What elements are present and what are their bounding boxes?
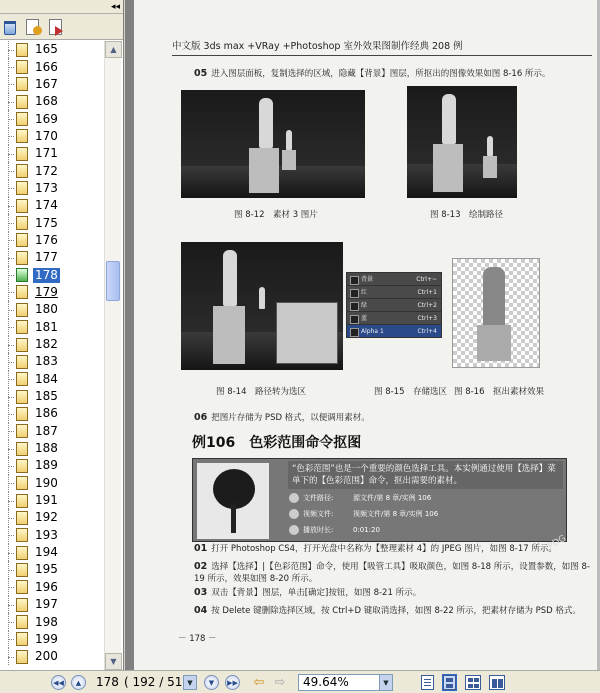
- bookmark-item[interactable]: [0, 440, 104, 457]
- figure-8-15-caption: 图 8-15 存储选区: [374, 387, 447, 397]
- status-bar: [0, 670, 600, 693]
- info-row: [288, 523, 563, 537]
- bookmark-icon: [16, 563, 28, 577]
- figure-8-13-image: [407, 86, 517, 198]
- channel-name: 蓝: [361, 315, 368, 322]
- step-02: 02 选择【选择】|【色彩范围】命令，使用【吸管工具】吸取颜色，如图 8-18 所示，设置参数，如图 8-19 所示，效果如图 8-20 所示。: [194, 561, 590, 584]
- bookmark-icon: [16, 650, 28, 664]
- bookmark-label: 186: [35, 406, 58, 421]
- bookmark-item[interactable]: [0, 145, 104, 162]
- bookmark-label: 174: [35, 198, 58, 213]
- step-04: 04 按 Delete 键删除选择区域，按 Ctrl+D 键取消选择，如图 8-22 所示，把素材存储为 PSD 格式。: [194, 605, 581, 616]
- info-value: 视频文件/第 8 章/实例 106: [353, 510, 439, 518]
- bookmark-item[interactable]: [0, 579, 104, 596]
- figure-8-12-caption: 图 8-12 素材 3 图片: [234, 210, 318, 220]
- bookmark-label: 179: [35, 284, 58, 299]
- continuous-facing-view-icon[interactable]: [489, 675, 505, 690]
- scroll-down-button[interactable]: ▼: [105, 653, 122, 670]
- figure-8-15-channels-panel: [346, 272, 442, 338]
- current-page-input[interactable]: 178: [96, 675, 119, 689]
- bookmark-icon: [16, 494, 28, 508]
- bookmark-icon: [16, 424, 28, 438]
- bookmark-label: 175: [35, 215, 58, 230]
- trash-icon[interactable]: [4, 21, 16, 35]
- scroll-thumb[interactable]: [106, 261, 120, 301]
- channel-shortcut: Ctrl+~: [416, 276, 437, 283]
- bookmark-label: 173: [35, 180, 58, 195]
- channel-shortcut: Ctrl+4: [417, 328, 437, 335]
- channel-row: [347, 299, 441, 312]
- bookmark-icon: [16, 390, 28, 404]
- previous-page-button[interactable]: ▲: [71, 675, 86, 690]
- page-add-icon[interactable]: [26, 19, 39, 35]
- last-page-button[interactable]: ▶▶: [225, 675, 240, 690]
- bookmark-icon: [16, 580, 28, 594]
- bookmark-item[interactable]: [0, 162, 104, 179]
- bookmark-icon: [16, 511, 28, 525]
- example-description: “色彩范围”也是一个重要的颜色选择工具。本实例通过使用【选择】菜单下的【色彩范围】命令，抠出需要的素材。: [288, 461, 563, 489]
- bookmark-icon: [16, 632, 28, 646]
- forward-arrow-icon[interactable]: ⇨: [274, 675, 286, 690]
- bookmark-item[interactable]: [0, 76, 104, 93]
- bookmark-label: 167: [35, 76, 58, 91]
- bookmark-item[interactable]: [0, 249, 104, 266]
- bookmark-label: 196: [35, 579, 58, 594]
- bookmark-label: 188: [35, 441, 58, 456]
- figure-8-12-image: [181, 90, 365, 198]
- bookmark-label: 176: [35, 232, 58, 247]
- example-info-box: [192, 458, 567, 542]
- scroll-up-button[interactable]: ▲: [105, 41, 122, 58]
- bookmark-label: 200: [35, 649, 58, 664]
- page-header: 中文版 3ds max +VRay +Photoshop 室外效果图制作经典 208 例: [172, 38, 592, 56]
- bookmark-icon: [16, 476, 28, 490]
- bookmark-label: 180: [35, 302, 58, 317]
- bookmark-icon: [16, 233, 28, 247]
- step-06: 06 把图片存储为 PSD 格式，以便调用素材。: [194, 412, 370, 423]
- bookmark-item[interactable]: [0, 631, 104, 648]
- info-value: 0:01:20: [353, 526, 380, 534]
- channel-shortcut: Ctrl+3: [417, 315, 437, 322]
- info-row: [288, 507, 563, 521]
- page-go-icon[interactable]: [49, 19, 62, 35]
- bookmark-item[interactable]: [0, 371, 104, 388]
- watermark: PDG: [546, 533, 569, 552]
- bookmark-label: 182: [35, 337, 58, 352]
- bookmark-icon: [16, 251, 28, 265]
- bookmark-item[interactable]: [0, 284, 104, 301]
- bookmark-item[interactable]: [0, 492, 104, 509]
- figure-8-16-image: [452, 258, 540, 368]
- bookmark-label: 168: [35, 94, 58, 109]
- info-label: 视频文件:: [303, 510, 334, 518]
- bookmark-icon: [16, 598, 28, 612]
- page-number: － 178 －: [178, 634, 217, 644]
- bookmark-label: 181: [35, 319, 58, 334]
- bookmark-item[interactable]: [0, 353, 104, 370]
- bookmark-icon: [16, 60, 28, 74]
- figure-8-16-caption: 图 8-16 抠出素材效果: [454, 387, 544, 397]
- bookmark-icon: [16, 459, 28, 473]
- channel-name: 背景: [361, 276, 374, 283]
- bookmark-label: 197: [35, 597, 58, 612]
- channel-row: [347, 312, 441, 325]
- next-page-button[interactable]: ▼: [204, 675, 219, 690]
- first-page-button[interactable]: ◀◀: [51, 675, 66, 690]
- bookmark-icon: [16, 164, 28, 178]
- bookmark-item[interactable]: [0, 527, 104, 544]
- info-icon: [289, 509, 299, 519]
- bookmark-icon: [16, 181, 28, 195]
- info-row: [288, 491, 563, 505]
- bookmark-label: 165: [35, 42, 58, 57]
- zoom-dropdown-button[interactable]: ▼: [379, 674, 393, 691]
- info-value: 源文件/第 8 章/实例 106: [353, 494, 432, 502]
- step-01: 01 打开 Photoshop CS4，打开光盘中名称为【整理素材 4】的 JPEG 图片，如图 8-17 所示。: [194, 543, 557, 554]
- bookmark-item[interactable]: [0, 214, 104, 231]
- bookmark-label: 178: [35, 267, 58, 282]
- zoom-input[interactable]: 49.64%: [298, 674, 380, 691]
- bookmark-icon: [16, 199, 28, 213]
- channel-shortcut: Ctrl+2: [417, 302, 437, 309]
- bookmark-label: 172: [35, 163, 58, 178]
- tree-thumbnail: [197, 463, 269, 539]
- bookmark-icon: [16, 528, 28, 542]
- bookmark-item[interactable]: [0, 41, 104, 58]
- figure-8-14-image: [181, 242, 343, 370]
- bookmark-label: 169: [35, 111, 58, 126]
- bookmark-icon: [16, 372, 28, 386]
- bookmark-item[interactable]: [0, 509, 104, 526]
- bookmark-item[interactable]: [0, 388, 104, 405]
- bookmark-scrollbar[interactable]: [104, 41, 121, 670]
- bookmark-label: 187: [35, 423, 58, 438]
- bookmark-icon: [16, 147, 28, 161]
- bookmark-item[interactable]: [0, 93, 104, 110]
- bookmark-label: 166: [35, 59, 58, 74]
- continuous-view-icon[interactable]: [443, 675, 456, 690]
- bookmark-icon: [16, 320, 28, 334]
- bookmark-icon: [16, 546, 28, 560]
- bookmark-pane: [0, 0, 124, 670]
- bookmark-label: 184: [35, 371, 58, 386]
- bookmark-icon: [16, 112, 28, 126]
- bookmark-label: 190: [35, 475, 58, 490]
- collapse-pane-button[interactable]: ◂◂: [110, 2, 120, 12]
- bookmark-icon: [16, 355, 28, 369]
- bookmark-icon: [16, 77, 28, 91]
- bookmark-item[interactable]: [0, 180, 104, 197]
- bookmark-item[interactable]: [0, 266, 104, 283]
- info-icon: [289, 525, 299, 535]
- channel-row: [347, 325, 441, 338]
- bookmark-toolbar: [0, 14, 123, 40]
- bookmark-item[interactable]: [0, 475, 104, 492]
- bookmark-item[interactable]: [0, 58, 104, 75]
- step-05: 05 进入图层面板，复制选择的区域，隐藏【背景】图层，所抠出的图像效果如图 8-16 所示。: [194, 68, 551, 79]
- bookmark-icon: [16, 95, 28, 109]
- bookmark-item[interactable]: [0, 128, 104, 145]
- bookmark-icon: [16, 407, 28, 421]
- bookmark-item[interactable]: [0, 197, 104, 214]
- pdf-page: [134, 0, 600, 670]
- bookmark-label: 195: [35, 562, 58, 577]
- bookmark-icon: [16, 216, 28, 230]
- channel-row: [347, 286, 441, 299]
- bookmark-item[interactable]: [0, 457, 104, 474]
- single-page-view-icon[interactable]: [421, 675, 434, 690]
- bookmark-item[interactable]: [0, 301, 104, 318]
- bookmark-item[interactable]: [0, 405, 104, 422]
- bookmark-item[interactable]: [0, 110, 104, 127]
- bookmark-item[interactable]: [0, 613, 104, 630]
- back-arrow-icon[interactable]: ⇦: [253, 675, 265, 690]
- bookmark-item[interactable]: [0, 648, 104, 665]
- bookmark-label: 189: [35, 458, 58, 473]
- facing-view-icon[interactable]: [465, 675, 481, 690]
- info-label: 播放时长:: [303, 526, 334, 534]
- bookmark-label: 170: [35, 128, 58, 143]
- info-label: 文件路径:: [303, 494, 334, 502]
- bookmark-label: 192: [35, 510, 58, 525]
- bookmark-label: 171: [35, 146, 58, 161]
- bookmark-item[interactable]: [0, 596, 104, 613]
- channel-name: 红: [361, 289, 368, 296]
- bookmark-icon: [16, 129, 28, 143]
- bookmark-label: 199: [35, 631, 58, 646]
- bookmark-icon: [16, 43, 28, 57]
- bookmark-item[interactable]: [0, 319, 104, 336]
- channel-row: [347, 273, 441, 286]
- bookmark-icon: [16, 285, 28, 299]
- step-03: 03 双击【背景】图层，单击[确定]按钮，如图 8-21 所示。: [194, 587, 422, 598]
- example-title: 例106 色彩范围命令抠图: [192, 435, 362, 451]
- bookmark-list: [0, 41, 104, 670]
- page-count: ( 192 / 51: [124, 675, 183, 689]
- bookmark-icon: [16, 338, 28, 352]
- bookmark-label: 185: [35, 389, 58, 404]
- info-icon: [289, 493, 299, 503]
- bookmark-label: 191: [35, 493, 58, 508]
- bookmark-label: 198: [35, 614, 58, 629]
- channel-name: Alpha 1: [361, 328, 384, 335]
- page-dropdown-button[interactable]: ▼: [183, 675, 197, 690]
- bookmark-label: 177: [35, 250, 58, 265]
- channel-shortcut: Ctrl+1: [417, 289, 437, 296]
- bookmark-label: 194: [35, 545, 58, 560]
- bookmark-item[interactable]: [0, 232, 104, 249]
- bookmark-label: 193: [35, 527, 58, 542]
- channel-name: 绿: [361, 302, 368, 309]
- bookmark-item[interactable]: [0, 423, 104, 440]
- figure-8-13-caption: 图 8-13 绘制路径: [430, 210, 503, 220]
- bookmark-pane-header: [0, 0, 123, 14]
- bookmark-icon: [16, 615, 28, 629]
- bookmark-item[interactable]: [0, 561, 104, 578]
- figure-8-14-caption: 图 8-14 路径转为选区: [216, 387, 306, 397]
- bookmark-label: 183: [35, 354, 58, 369]
- bookmark-item[interactable]: [0, 544, 104, 561]
- document-view[interactable]: [125, 0, 600, 670]
- bookmark-item[interactable]: [0, 336, 104, 353]
- bookmark-icon: [16, 303, 28, 317]
- bookmark-icon: [16, 442, 28, 456]
- bookmark-icon: [16, 268, 28, 282]
